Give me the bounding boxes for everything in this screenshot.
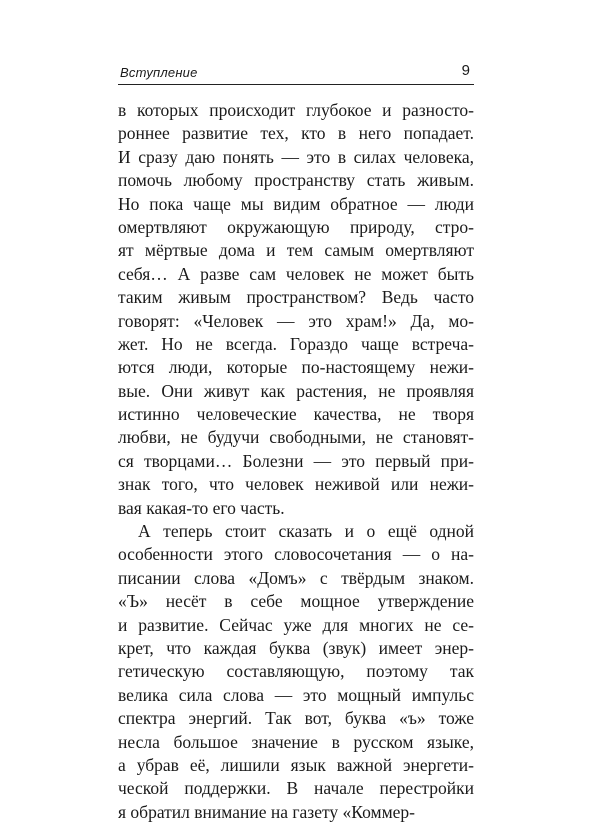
text-line: помочь любому пространству стать живым. [118,170,474,191]
text-line: ся творцами… Болезни — это первый при- [118,450,474,471]
text-line: крет, что каждая буква (звук) имеет энер- [118,637,474,658]
text-line: вая какая-то его часть. [118,497,285,518]
text-line: и развитие. Сейчас уже для многих не се- [118,614,474,635]
page-header [118,62,474,85]
text-line: Но пока чаще мы видим обратное — люди [118,193,474,214]
text-line: велика сила слова — это мощный импульс [118,684,474,705]
text-line: жет. Но не всегда. Гораздо чаще встреча- [118,333,474,354]
paragraph [118,520,474,824]
body-text [118,99,474,824]
running-head: Вступление [120,65,198,80]
text-line: таким живым пространством? Ведь часто [118,287,474,308]
text-line: любви, не будучи свободными, не становят- [118,427,474,448]
text-line: ческой поддержки. В начале перестройки [118,778,474,799]
text-line: ются люди, которые по-настоящему нежи- [118,357,474,378]
text-line: ят мёртвые дома и тем самым омертвляют [118,240,474,261]
text-line: а убрав её, лишили язык важной энергети- [118,754,474,775]
text-line: роннее развитие тех, кто в него попадает. [118,123,474,144]
text-line: говорят: «Человек — это храм!» Да, мо- [118,310,474,331]
text-line: себя… А разве сам человек не может быть [118,263,474,284]
text-line: спектра энергий. Так вот, буква «ъ» тоже [118,708,474,729]
text-line: «Ъ» несёт в себе мощное утверждение [118,591,474,612]
paragraph [118,99,474,520]
text-line: А теперь стоит сказать и о ещё одной [138,521,474,542]
text-line: омертвляют окружающую природу, стро- [118,216,474,237]
text-line: гетическую составляющую, поэтому так [118,661,474,682]
text-line: в которых происходит глубокое и разносто- [118,100,474,120]
text-line: знак того, что человек неживой или нежи- [118,474,474,495]
text-line: писании слова «Домъ» с твёрдым знаком. [118,567,474,588]
text-line: истинно человеческие качества, не творя [118,404,474,425]
page-number: 9 [461,62,470,79]
text-line: И сразу даю понять — это в силах человека, [118,146,474,167]
text-line: я обратил внимание на газету «Коммер- [118,801,415,822]
text-line: несла большое значение в русском языке, [118,731,474,752]
text-line: вые. Они живут как растения, не проявляя [118,380,474,401]
text-line: особенности этого словосочетания — о на- [118,544,474,565]
